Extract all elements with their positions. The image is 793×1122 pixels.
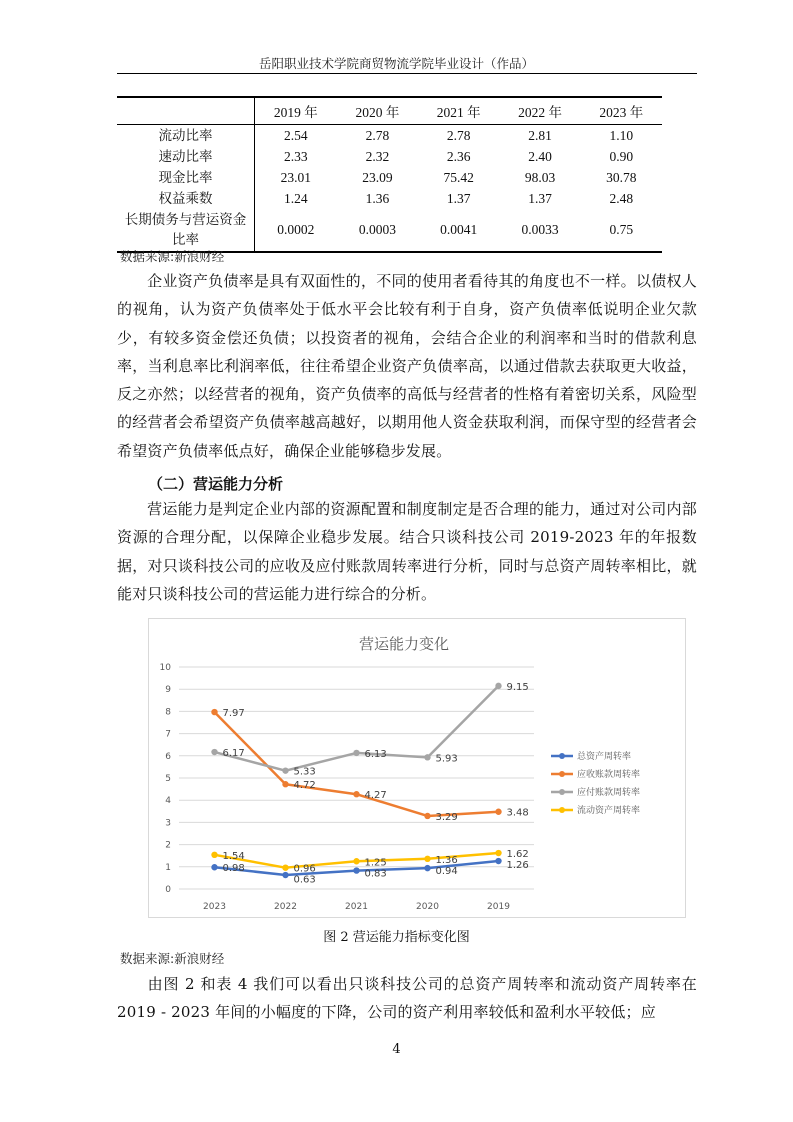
x-tick-label: 2019	[487, 902, 510, 912]
data-point	[282, 767, 288, 773]
data-label: 4.72	[293, 780, 316, 792]
data-point	[424, 856, 430, 862]
x-tick-label: 2021	[345, 902, 368, 912]
table-cell: 1.36	[365, 190, 390, 206]
legend-item	[551, 804, 640, 816]
row-label: 流动比率	[117, 125, 255, 147]
legend-label: 应付账款周转率	[577, 788, 641, 798]
y-tick-label: 1	[165, 862, 171, 873]
y-tick-label: 3	[165, 818, 171, 829]
table-cell: 2.81	[528, 127, 552, 143]
legend-item	[551, 750, 631, 762]
data-label: 1.62	[506, 849, 529, 861]
header-rule	[117, 73, 697, 74]
table-cell: 0.0033	[521, 222, 559, 237]
table-cell: 2.32	[365, 148, 390, 164]
data-label: 6.13	[364, 748, 387, 760]
row-label: 现金比率	[117, 167, 255, 188]
y-tick-label: 7	[165, 729, 171, 740]
data-label: 9.15	[506, 681, 529, 693]
y-tick-label: 6	[165, 751, 171, 762]
table-header-cell: 2019 年	[255, 97, 337, 125]
row-label: 权益乘数	[117, 188, 255, 209]
legend-label: 流动资产周转率	[577, 806, 641, 816]
paragraph-text: 企业资产负债率是具有双面性的，不同的使用者看待其的角度也不一样。以债权人的视角，认为资产负债率处于低水平会比较有利于自身，资产负债率低说明企业欠款少，有较多资金偿还负债；以投资者的视角，会结合企业的利润率和当时的借款利息率，当利息率比利润率低，往往希望企业资产负债率高，以通过借款去获取更大收益，反之亦然；以经营者的视角，资产负债率的高低与经营者的性格有着密切关系，风险型的经营者会希望资产负债率越高越好，以期用他人资金获取利润，而保守型的经营者会希望资产负债率低点好，确保企业能够稳步发展。	[117, 272, 697, 460]
y-tick-label: 2	[165, 840, 171, 851]
data-label: 1.26	[506, 860, 529, 872]
y-axis-ticks	[160, 663, 172, 895]
data-point	[495, 850, 501, 856]
legend-marker	[559, 753, 565, 759]
row-label: 速动比率	[117, 146, 255, 167]
y-tick-label: 0	[165, 885, 171, 895]
table-cell: 1.10	[609, 127, 634, 143]
data-point	[353, 791, 359, 797]
section-heading: （二）营运能力分析	[148, 475, 284, 493]
data-label: 0.63	[293, 874, 316, 886]
table-cell: 75.42	[443, 169, 474, 185]
table-cell: 0.0002	[277, 222, 315, 237]
legend-label: 应收账款周转率	[577, 770, 641, 780]
y-tick-label: 10	[159, 663, 171, 673]
paragraph-text: 营运能力是判定企业内部的资源配置和制度制定是否合理的能力，通过对公司内部资源的合理分配，以保障企业稳步发展。结合只谈科技公司 2019-2023 年的年报数据，对只谈科技公司的应收及应付账款周转率进行分析，同时与总资产周转率相比，就能对只谈科技公司的营运能力进行综合的分析。	[117, 500, 697, 603]
data-label: 1.54	[222, 850, 245, 862]
y-tick-label: 8	[165, 707, 171, 718]
legend-marker	[559, 789, 565, 795]
data-point	[495, 683, 501, 689]
x-tick-label: 2020	[416, 902, 439, 912]
table-row	[117, 125, 662, 147]
table-source-note: 数据来源:新浪财经	[120, 249, 225, 264]
data-point	[495, 809, 501, 815]
data-point	[282, 864, 288, 870]
table-cell: 2.33	[284, 148, 308, 164]
table-header-row	[117, 97, 662, 125]
data-point	[211, 864, 217, 870]
data-point	[282, 781, 288, 787]
figure-source-note: 数据来源:新浪财经	[120, 951, 225, 966]
series-lines	[211, 683, 501, 879]
legend-marker	[559, 771, 565, 777]
table-cell: 30.78	[606, 169, 637, 185]
data-label: 0.98	[222, 863, 245, 875]
legend-label: 总资产周转率	[577, 752, 632, 762]
legend-marker	[559, 807, 565, 813]
table-row	[117, 209, 662, 252]
data-point	[424, 865, 430, 871]
row-label-line1: 长期债务与营运资金	[124, 212, 247, 227]
table-cell: 1.24	[284, 190, 308, 206]
table-row	[117, 188, 662, 209]
y-tick-label: 5	[165, 774, 171, 784]
row-label-line2: 比率	[172, 232, 199, 247]
data-point	[424, 754, 430, 760]
table-header-cell: 2021 年	[418, 97, 499, 125]
data-point	[282, 872, 288, 878]
table-cell: 23.01	[280, 169, 312, 185]
page-number: 4	[392, 1042, 401, 1057]
operating-capacity-chart	[148, 618, 686, 918]
table-cell: 2.78	[365, 127, 390, 143]
ratio-table	[117, 96, 662, 253]
data-point	[353, 750, 359, 756]
data-point	[211, 709, 217, 715]
data-label: 0.83	[364, 868, 387, 880]
data-label: 5.93	[435, 753, 458, 765]
data-label: 0.96	[293, 863, 316, 875]
table-cell: 0.75	[609, 222, 634, 237]
page-header-title: 岳阳职业技术学院商贸物流学院毕业设计（作品）	[258, 56, 534, 71]
legend-item	[551, 786, 640, 798]
table-cell: 2.40	[528, 148, 552, 164]
data-point	[424, 813, 430, 819]
data-point	[211, 852, 217, 858]
row-label	[117, 209, 255, 252]
table-cell: 0.0041	[440, 222, 478, 237]
legend-item	[551, 768, 640, 780]
x-tick-label: 2022	[274, 902, 297, 912]
data-label: 1.36	[435, 854, 458, 866]
data-point	[211, 749, 217, 755]
paragraph-text: 由图 2 和表 4 我们可以看出只谈科技公司的总资产周转率和流动资产周转率在 2019 - 2023 年间的小幅度的下降，公司的资产利用率较低和盈利水平较低；应	[117, 975, 697, 1022]
data-label: 3.48	[506, 807, 529, 819]
table-row	[117, 146, 662, 167]
table-cell: 1.37	[528, 190, 552, 206]
data-label: 6.17	[222, 748, 245, 760]
paragraph-debt-ratio	[117, 267, 697, 465]
table-cell: 2.78	[446, 127, 471, 143]
data-label: 5.33	[293, 766, 316, 778]
table-header-cell	[117, 97, 255, 125]
table-row	[117, 167, 662, 188]
data-point	[353, 858, 359, 864]
table-cell: 98.03	[524, 169, 556, 185]
table-cell: 2.36	[446, 148, 471, 164]
data-label: 3.29	[435, 811, 458, 823]
table-header-cell: 2020 年	[337, 97, 418, 125]
table-cell: 1.37	[446, 190, 471, 206]
y-tick-label: 4	[165, 796, 171, 807]
data-label: 0.94	[435, 865, 458, 877]
x-tick-label: 2023	[203, 902, 226, 912]
table-cell: 0.90	[609, 148, 634, 164]
chart-canvas	[149, 619, 685, 917]
table-cell: 0.0003	[358, 222, 396, 237]
table-header-cell: 2023 年	[581, 97, 662, 125]
data-point	[353, 867, 359, 873]
y-tick-label: 9	[165, 685, 171, 696]
table-cell: 2.48	[609, 190, 634, 206]
chart-legend	[551, 750, 640, 816]
data-label: 7.97	[222, 708, 245, 720]
table-header-cell: 2022 年	[499, 97, 580, 125]
paragraph-operating-capacity	[117, 495, 697, 608]
x-axis-ticks	[203, 902, 510, 912]
table-cell: 2.54	[284, 127, 308, 143]
table-cell: 23.09	[362, 169, 393, 185]
paragraph-analysis	[117, 970, 697, 1027]
data-label: 4.27	[364, 790, 387, 802]
data-label: 1.25	[364, 857, 387, 869]
chart-title: 营运能力变化	[358, 635, 450, 653]
figure-caption: 图 2 营运能力指标变化图	[323, 930, 470, 945]
data-point	[495, 858, 501, 864]
